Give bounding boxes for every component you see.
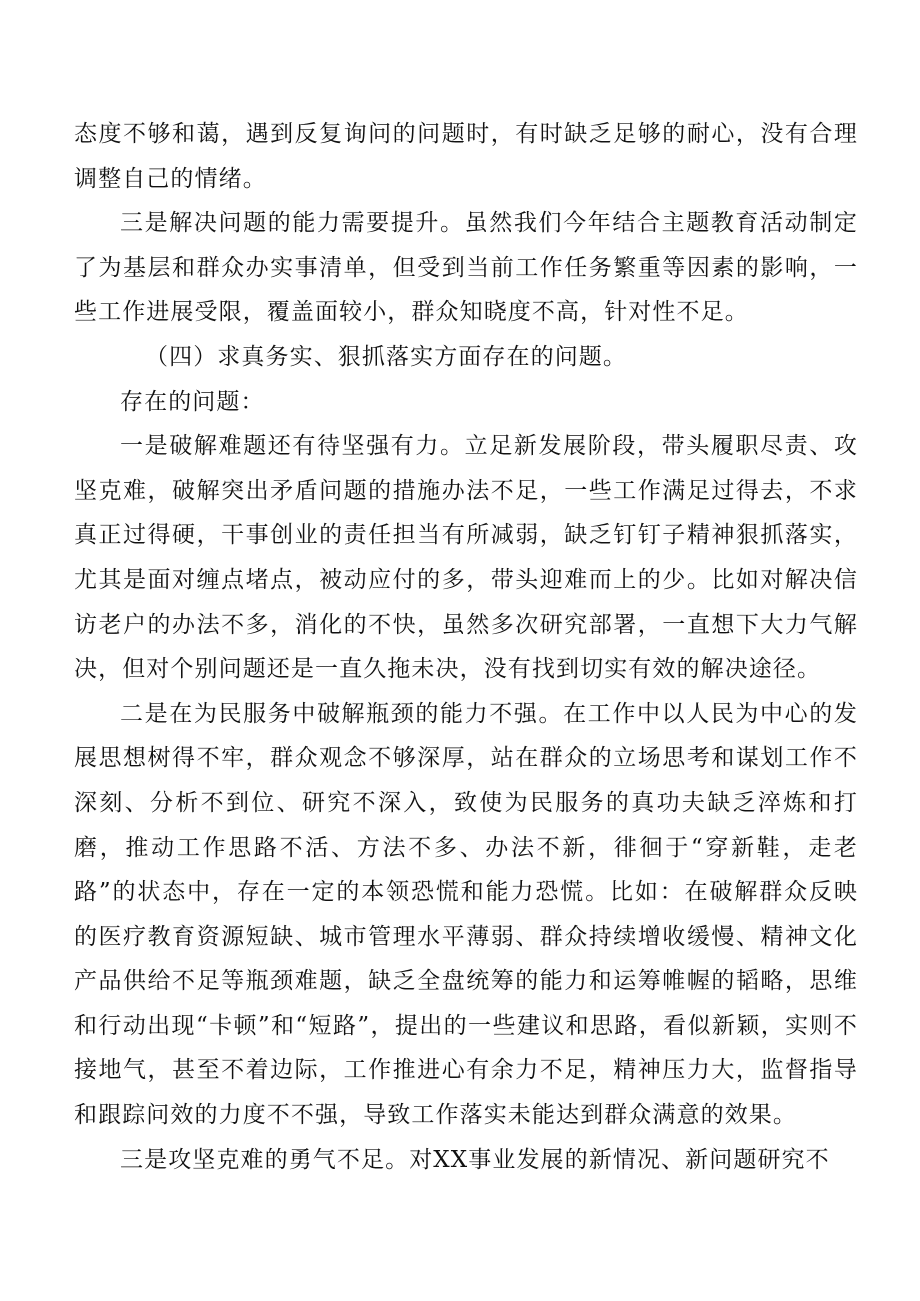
paragraph-existing-problems-label: 存在的问题：: [120, 388, 265, 415]
paragraph-problem-solving-ability: 三是解决问题的能力需要提升。虽然我们今年结合主题教育活动制定了为基层和群众办实事清单，但受到当前工作任务繁重等因素的影响，一些工作进展受限，覆盖面较小，群众知晓度不高，针对性不足。: [74, 210, 858, 326]
document-body: [74, 112, 858, 1182]
paragraph-problem-one: 一是破解难题还有待坚强有力。立足新发展阶段，带头履职尽责、攻坚克难，破解突出矛盾问题的措施办法不足，一些工作满足过得去，不求真正过得硬，干事创业的责任担当有所减弱，缺乏钉钉子精神狠抓落实，尤其是面对缠点堵点，被动应付的多，带头迎难而上的少。比如对解决信访老户的办法不多，消化的不快，虽然多次研究部署，一直想下大力气解决，但对个别问题还是一直久拖未决，没有找到切实有效的解决途径。: [74, 433, 858, 683]
paragraph-continuation: 态度不够和蔼，遇到反复询问的问题时，有时缺乏足够的耐心，没有合理调整自己的情绪。: [74, 121, 858, 192]
section-heading-four: （四）求真务实、狠抓落实方面存在的问题。: [145, 343, 627, 370]
paragraph-problem-two: 二是在为民服务中破解瓶颈的能力不强。在工作中以人民为中心的发展思想树得不牢，群众观念不够深厚，站在群众的立场思考和谋划工作不深刻、分析不到位、研究不深入，致使为民服务的真功夫缺乏淬炼和打磨，推动工作思路不活、方法不多、办法不新，徘徊于“穿新鞋，走老路”的状态中，存在一定的本领恐慌和能力恐慌。比如：在破解群众反映的医疗教育资源短缺、城市管理水平薄弱、群众持续增收缓慢、精神文化产品供给不足等瓶颈难题，缺乏全盘统筹的能力和运筹帷幄的韬略，思维和行动出现“卡顿”和“短路”，提出的一些建议和思路，看似新颖，实则不接地气，甚至不着边际，工作推进心有余力不足，精神压力大，监督指导和跟踪问效的力度不不强，导致工作落实未能达到群众满意的效果。: [74, 700, 858, 1129]
paragraph-problem-three: 三是攻坚克难的勇气不足。对XX事业发展的新情况、新问题研究不: [120, 1146, 830, 1173]
